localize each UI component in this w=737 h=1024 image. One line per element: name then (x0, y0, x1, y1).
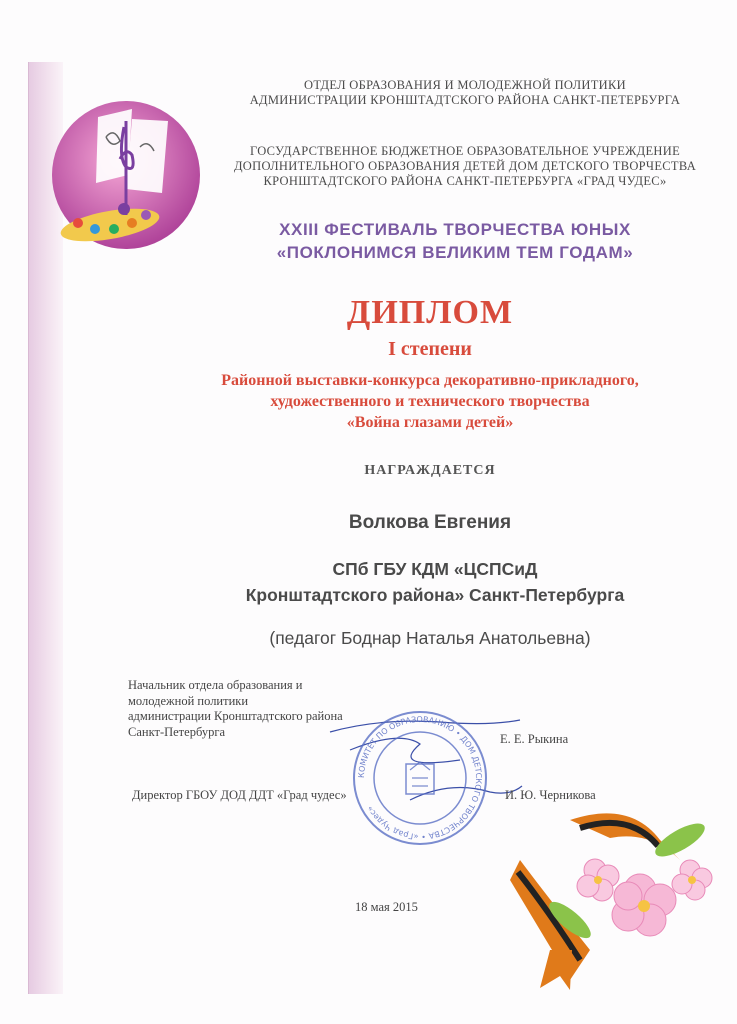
director-title: Директор ГБОУ ДОД ДДТ «Град чудес» (132, 788, 347, 802)
winner-organization (180, 556, 690, 608)
festival-line: XXIII ФЕСТИВАЛЬ ТВОРЧЕСТВА ЮНЫХ (279, 220, 631, 239)
contest-line: «Война глазами детей» (346, 414, 514, 431)
signatory-title: Санкт-Петербурга (128, 724, 226, 739)
winner-name: Волкова Евгения (348, 512, 512, 533)
institution-header (215, 144, 715, 189)
signatory-title: администрации Кронштадтского района (128, 709, 343, 723)
department-header (215, 78, 715, 108)
header-line: ДОПОЛНИТЕЛЬНОГО ОБРАЗОВАНИЯ ДЕТЕЙ ДОМ ДЕТСКОГО ТВОРЧЕСТВА (233, 159, 697, 173)
diploma-title: ДИПЛОМ (346, 294, 514, 331)
header-line: АДМИНИСТРАЦИИ КРОНШТАДТСКОГО РАЙОНА САНКТ-ПЕТЕРБУРГА (249, 93, 681, 107)
festival-line: «ПОКЛОНИМСЯ ВЕЛИКИМ ТЕМ ГОДАМ» (276, 243, 634, 262)
svg-text:КОМИТЕТ ПО ОБРАЗОВАНИЮ • ДОМ Д: КОМИТЕТ ПО ОБРАЗОВАНИЮ • ДОМ ДЕТСКОГО ТВОРЧЕСТВА • «Град Чудес» (356, 714, 484, 842)
org-line: СПб ГБУ КДМ «ЦСПСиД (332, 559, 538, 579)
contest-description (120, 370, 737, 433)
signatory-title: молодежной политики (128, 693, 249, 708)
signatory-title: Начальник отдела образования и (128, 678, 303, 692)
issue-date: 18 мая 2015 (355, 900, 418, 914)
director-name: И. Ю. Черникова (505, 788, 596, 802)
header-line: КРОНШТАДТСКОГО РАЙОНА САНКТ-ПЕТЕРБУРГА «ГРАД ЧУДЕС» (263, 174, 667, 188)
festival-title (220, 218, 690, 264)
head-name: Е. Е. Рыкина (500, 732, 569, 746)
festival-logo (40, 97, 212, 257)
org-line: Кронштадтского района» Санкт-Петербурга (245, 585, 625, 605)
contest-line: художественного и технического творчества (270, 393, 590, 410)
header-line: ГОСУДАРСТВЕННОЕ БЮДЖЕТНОЕ ОБРАЗОВАТЕЛЬНОЕ УЧРЕЖДЕНИЕ (249, 144, 681, 158)
contest-line: Районной выставки-конкурса декоративно-прикладного, (221, 372, 639, 389)
diploma-degree: I степени (388, 338, 472, 360)
teacher-name: (педагог Боднар Наталья Анатольевна) (269, 628, 591, 648)
header-line: ОТДЕЛ ОБРАЗОВАНИЯ И МОЛОДЕЖНОЙ ПОЛИТИКИ (304, 78, 626, 92)
awarded-label: НАГРАЖДАЕТСЯ (364, 463, 496, 478)
head-signature-block (128, 678, 418, 740)
ribbon-flowers-decoration (510, 800, 720, 990)
